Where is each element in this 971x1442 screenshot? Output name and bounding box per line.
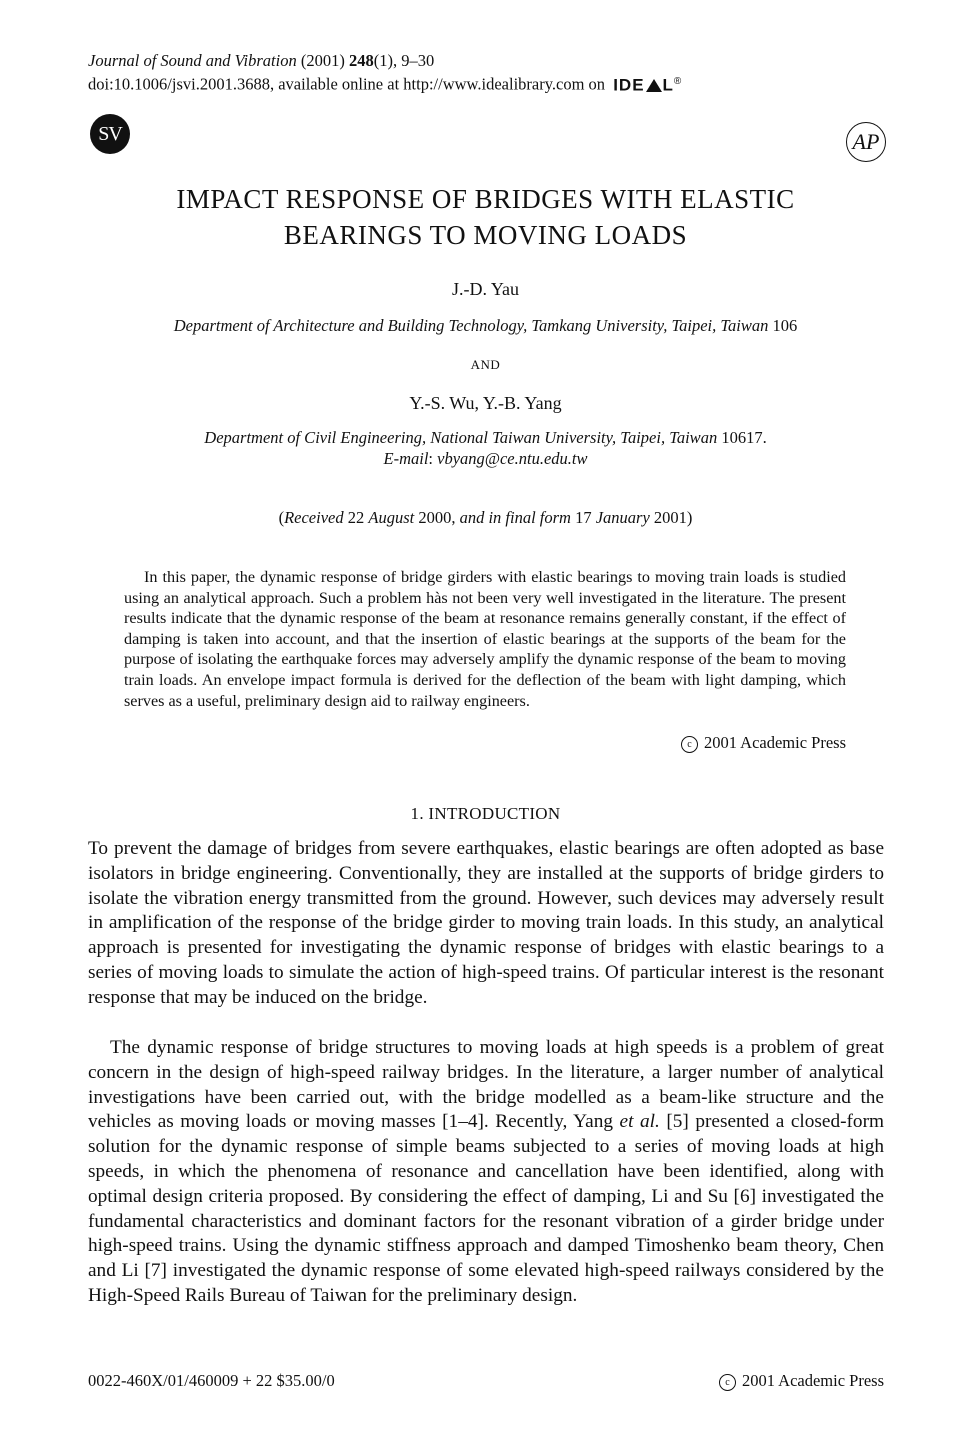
second-authors: Y.-S. Wu, Y.-B. Yang — [409, 393, 562, 413]
ap-publisher-logo: AP — [846, 122, 886, 162]
ideal-triangle-icon — [646, 79, 662, 92]
first-author: J.-D. Yau — [451, 279, 520, 299]
title-line-1: IMPACT RESPONSE OF BRIDGES WITH ELASTIC — [176, 184, 795, 214]
sv-publisher-logo: SV — [90, 114, 130, 154]
journal-year: (2001) — [300, 51, 345, 70]
journal-name: Journal of Sound and Vibration — [88, 51, 297, 70]
copyright-icon: c — [681, 736, 698, 753]
received-dates: (Received 22 August 2000, and in final form 17 January 2001) — [278, 508, 693, 527]
abstract: In this paper, the dynamic response of bridge girders with elastic bearings to moving train loads is studied using an analytical approach. Such a problem hàs not been very well investigated in the literature. The present results indicate that the dynamic response of the beam at resonance remains generally constant, if the effect of damping is taken into account, and that the insertion of elastic bearings at the supports of the beam for the purpose of isolating the earthquake forces may adversely amplify the dynamic response of the beam to moving train loads. An envelope impact formula is derived for the deflection of the beam with light damping, which serves as a useful, preliminary design aid to railway engineers. — [124, 568, 846, 710]
footer-code: 0022-460X/01/460009 + 22 $35.00/0 — [88, 1371, 335, 1390]
copyright-icon: c — [719, 1374, 736, 1391]
journal-volume: 248 — [348, 51, 374, 70]
doi-line — [88, 71, 682, 96]
footer-copyright: c 2001 Academic Press — [719, 1371, 884, 1391]
doi-text: doi:10.1006/jsvi.2001.3688, available online at http://www.idealibrary.com on — [88, 74, 606, 94]
ideal-logo: IDE L® — [613, 75, 683, 95]
body-paragraph-1: To prevent the damage of bridges from severe earthquakes, elastic bearings are often adopted as base isolators in bridge engineering. Conventionally, they are installed at the supports of bridge girders to isolate the vibration energy transmitted from the ground. However, such devices may adversely result in amplification of the response of the bridge girder to moving train loads. In this study, an analytical approach is presented for investigating the dynamic response of bridges with elastic bearings to a series of moving loads to simulate the action of high-speed trains. Of particular interest is the resonant response that may be induced on the bridge. — [88, 838, 884, 1008]
first-affiliation: Department of Architecture and Building Technology, Tamkang University, Taipei, Taiwan 106 — [173, 316, 798, 335]
second-affiliation: Department of Civil Engineering, National Taiwan University, Taipei, Taiwan 10617. E-mail: vbyang@ce.ntu.edu.tw — [0, 427, 971, 469]
section-heading: 1. INTRODUCTION — [410, 804, 561, 823]
title-line-2: BEARINGS TO MOVING LOADS — [283, 220, 688, 250]
body-paragraph-2: The dynamic response of bridge structures to moving loads at high speeds is a problem of great concern in the design of high-speed railway bridges. In the literature, a larger number of analytical investigations have been carried out, with the bridge modelled as a beam-like structure and the vehicles as moving loads or moving masses [1–4]. Recently, Yang et al. [5] presented a closed-form solution for the dynamic response of simple beams subjected to a series of moving loads at high speeds, in which the phenomena of resonance and cancellation have been identified, along with optimal design criteria proposed. By considering the effect of damping, Li and Su [6] investigated the fundamental characteristics and dominant factors for the resonant vibration of a girder bridge under high-speed trains. Using the dynamic stiffness approach and damped Timoshenko beam theory, Chen and Li [7] investigated the dynamic response of some elevated high-speed railways considered by the High-Speed Rails Bureau of Taiwan for the preliminary design. — [88, 1037, 884, 1306]
email-line: E-mail: vbyang@ce.ntu.edu.tw — [383, 449, 588, 468]
and-separator: AND — [470, 357, 501, 372]
journal-header — [88, 50, 682, 96]
email-address: vbyang@ce.ntu.edu.tw — [437, 449, 588, 468]
abstract-copyright: c 2001 Academic Press — [124, 733, 846, 753]
journal-citation — [88, 50, 682, 71]
paper-title — [0, 181, 971, 253]
journal-issue-pages: (1), 9–30 — [373, 51, 435, 70]
